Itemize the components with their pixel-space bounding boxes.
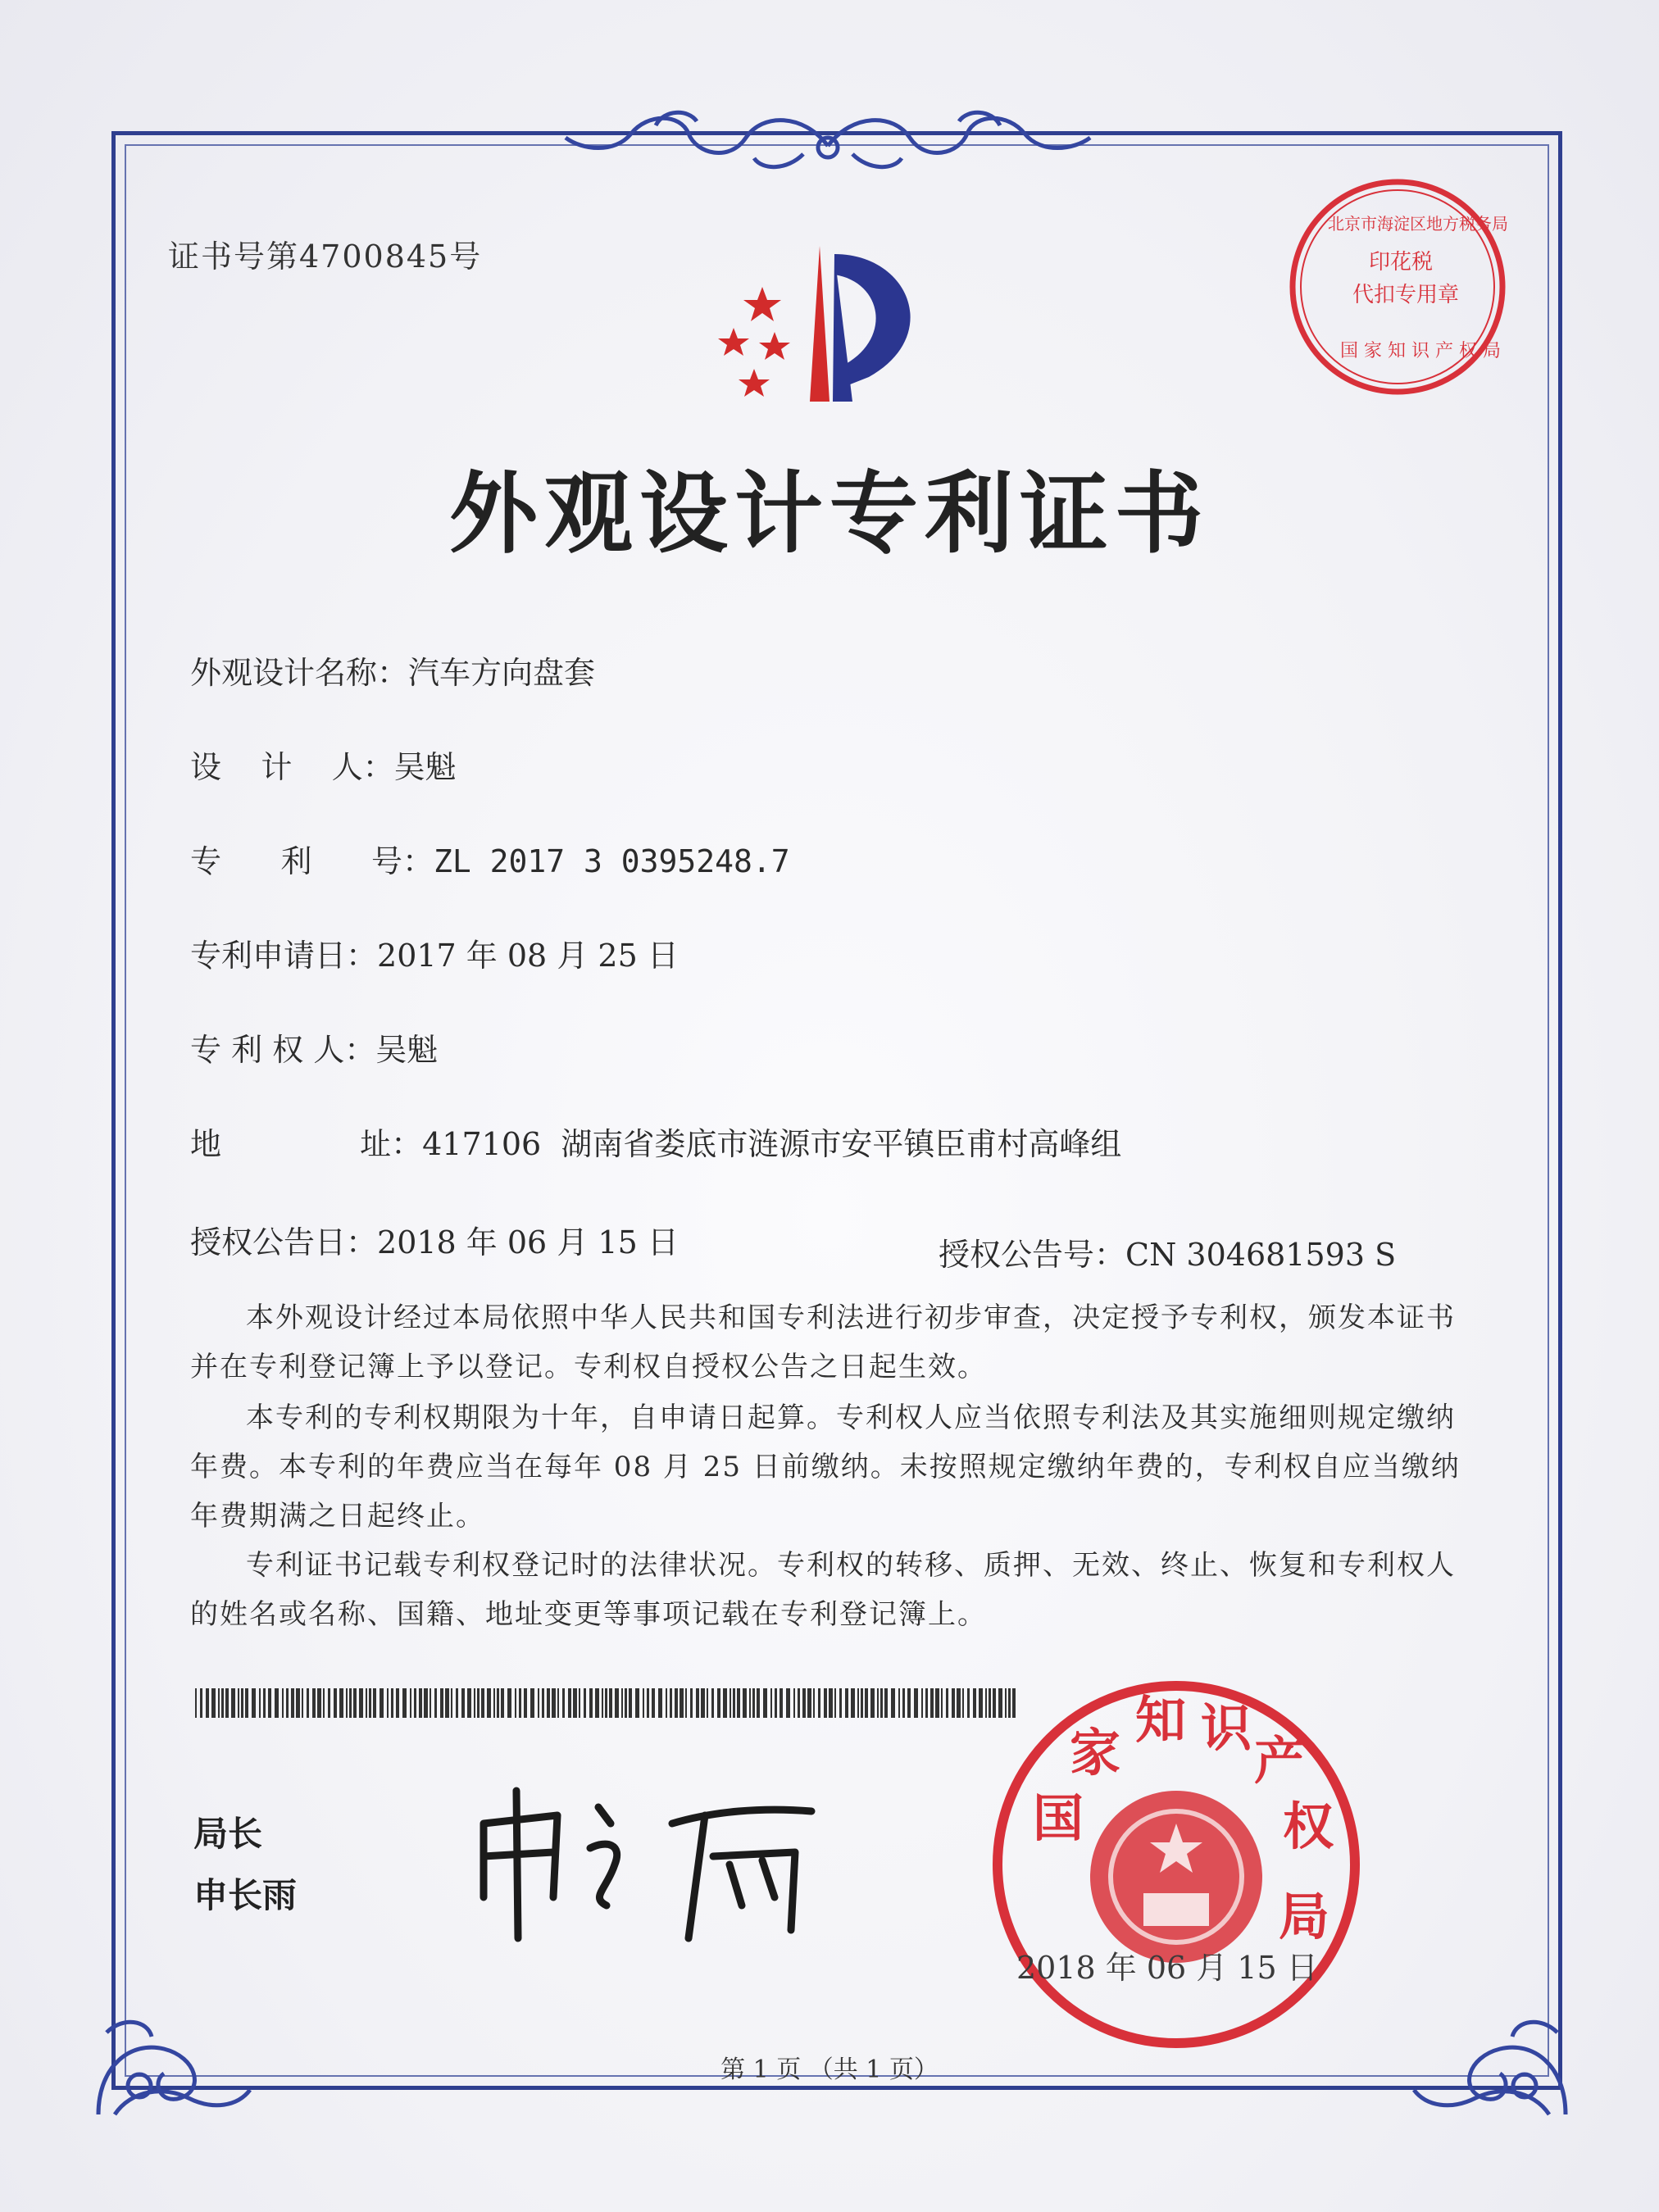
barcode-bar: [780, 1688, 783, 1718]
field-value: 吴魁: [375, 1032, 439, 1068]
field-designer: [190, 742, 457, 787]
barcode-bar: [573, 1688, 577, 1718]
field-value: 2018 年 06 月 15 日: [377, 1224, 679, 1260]
barcode-bar: [211, 1688, 216, 1718]
field-patent-number: [190, 836, 790, 881]
barcode-bar: [701, 1688, 705, 1718]
barcode-bar: [798, 1688, 800, 1718]
seal-date: 2018 年 06 月 15 日: [1016, 1950, 1318, 1986]
barcode-bar: [440, 1688, 443, 1718]
barcode-bar: [930, 1688, 934, 1718]
barcode-bar: [861, 1688, 863, 1718]
barcode-bar: [865, 1688, 868, 1718]
field-label: 外观设计名称：: [190, 655, 409, 691]
barcode-bar: [419, 1688, 422, 1718]
barcode-bar: [829, 1688, 833, 1718]
field-label: 专 利 号：: [190, 843, 434, 879]
barcode-bar: [317, 1688, 321, 1718]
barcode-bar: [733, 1688, 735, 1718]
barcode-bar: [730, 1688, 731, 1718]
barcode-bar: [373, 1688, 376, 1718]
barcode-bar: [643, 1688, 644, 1718]
barcode-bar: [884, 1688, 888, 1718]
field-label: 专 利 权 人：: [190, 1032, 376, 1068]
barcode-bar: [414, 1688, 416, 1718]
barcode-bar: [589, 1688, 593, 1718]
barcode-bar: [635, 1688, 639, 1718]
signer-title: 局长: [193, 1814, 263, 1854]
barcode-bar: [410, 1688, 411, 1718]
barcode-bar: [763, 1688, 767, 1718]
barcode-bar: [467, 1688, 471, 1718]
barcode-bar: [218, 1688, 220, 1718]
barcode-bar: [962, 1688, 964, 1718]
barcode-bar: [685, 1688, 687, 1718]
barcode-bar: [231, 1688, 235, 1718]
barcode-bar: [670, 1688, 672, 1718]
barcode-bar: [818, 1688, 820, 1718]
barcode-bar: [845, 1688, 848, 1718]
barcode-bar: [584, 1688, 586, 1718]
barcode-bar: [200, 1688, 202, 1718]
barcode-bar: [366, 1688, 367, 1718]
barcode-bar: [851, 1688, 855, 1718]
barcode-bar: [519, 1688, 521, 1718]
barcode-bar: [493, 1688, 495, 1718]
field-value: 2017 年 08 月 25 日: [377, 938, 679, 974]
handwritten-signature: [467, 1774, 828, 1946]
barcode-bar: [451, 1688, 452, 1718]
svg-text:家: 家: [1070, 1723, 1121, 1783]
top-ornament: [557, 97, 1098, 179]
barcode-bar: [481, 1688, 484, 1718]
barcode-bar: [195, 1688, 197, 1718]
barcode-bar: [857, 1688, 859, 1718]
barcode-bar: [291, 1688, 294, 1718]
barcode-bar: [501, 1688, 504, 1718]
barcode-bar: [349, 1688, 352, 1718]
barcode-bar: [402, 1688, 407, 1718]
barcode-bar: [802, 1688, 806, 1718]
svg-text:知: 知: [1135, 1690, 1187, 1750]
barcode-bar: [474, 1688, 475, 1718]
barcode-bar: [339, 1688, 343, 1718]
barcode-bar: [312, 1688, 316, 1718]
field-value: 417106 湖南省娄底市涟源市安平镇臣甫村高峰组: [422, 1126, 1122, 1162]
barcode-bar: [957, 1688, 961, 1718]
barcode-bar: [647, 1688, 649, 1718]
barcode-bar: [834, 1688, 836, 1718]
barcode-bar: [396, 1688, 399, 1718]
barcode-bar: [456, 1688, 458, 1718]
barcode-bar: [461, 1688, 465, 1718]
barcode-bar: [717, 1688, 720, 1718]
signer-name: 申长雨: [193, 1875, 298, 1915]
barcode-bar: [680, 1688, 684, 1718]
barcode-bar: [652, 1688, 655, 1718]
barcode-bar: [346, 1688, 348, 1718]
barcode-bar: [391, 1688, 393, 1718]
barcode-bar: [353, 1688, 357, 1718]
official-seal: [984, 1672, 1369, 2057]
barcode-bar: [775, 1688, 777, 1718]
svg-text:代扣专用章: 代扣专用章: [1352, 283, 1460, 307]
barcode-bar: [524, 1688, 527, 1718]
svg-text:北京市海淀区地方税务局: 北京市海淀区地方税务局: [1328, 214, 1508, 234]
barcode-bar: [696, 1688, 699, 1718]
barcode-bar: [690, 1688, 693, 1718]
barcode-bar: [557, 1688, 559, 1718]
svg-text:识: 识: [1201, 1698, 1252, 1758]
barcode-bar: [625, 1688, 627, 1718]
publication-number: [939, 1229, 1396, 1274]
svg-text:产: 产: [1254, 1731, 1306, 1791]
barcode-bar: [807, 1688, 811, 1718]
barcode-bar: [723, 1688, 727, 1718]
barcode-bar: [786, 1688, 790, 1718]
svg-text:国: 国: [1033, 1788, 1084, 1848]
barcode-bar: [711, 1688, 714, 1718]
barcode-bar: [302, 1688, 303, 1718]
field-label: 授权公告日：: [190, 1224, 378, 1260]
patent-office-logo: [697, 238, 959, 426]
barcode-bar: [538, 1688, 539, 1718]
barcode-bar: [907, 1688, 911, 1718]
barcode-bar: [770, 1688, 772, 1718]
page-footer: 第 1 页 （共 1 页）: [720, 2055, 939, 2084]
barcode-bar: [225, 1688, 229, 1718]
barcode-bar: [749, 1688, 751, 1718]
barcode-bar: [880, 1688, 883, 1718]
barcode-bar: [568, 1688, 571, 1718]
barcode-bar: [259, 1688, 261, 1718]
barcode-bar: [430, 1688, 431, 1718]
barcode-bar: [562, 1688, 565, 1718]
svg-text:局: 局: [1279, 1887, 1330, 1946]
barcode-bar: [252, 1688, 256, 1718]
barcode-bar: [615, 1688, 619, 1718]
barcode-bar: [445, 1688, 449, 1718]
barcode-bar: [263, 1688, 266, 1718]
barcode-bar: [268, 1688, 271, 1718]
barcode-bar: [238, 1688, 239, 1718]
barcode-bar: [877, 1688, 879, 1718]
publication-label: 授权公告号：: [939, 1237, 1126, 1273]
barcode-bar: [898, 1688, 900, 1718]
barcode-bar: [579, 1688, 580, 1718]
svg-text:国 家 知 识 产 权 局: 国 家 知 识 产 权 局: [1340, 341, 1501, 361]
barcode-bar: [359, 1688, 363, 1718]
barcode-bar: [609, 1688, 612, 1718]
barcode-bar: [870, 1688, 875, 1718]
barcode-bar: [369, 1688, 371, 1718]
barcode-bar: [334, 1688, 337, 1718]
barcode-bar: [824, 1688, 827, 1718]
field-patentee: [190, 1024, 438, 1070]
barcode: [195, 1688, 1023, 1718]
field-application-date: [190, 930, 679, 975]
field-value: 吴魁: [393, 749, 457, 785]
barcode-bar: [914, 1688, 918, 1718]
barcode-bar: [323, 1688, 325, 1718]
barcode-bar: [629, 1688, 632, 1718]
barcode-bar: [605, 1688, 607, 1718]
barcode-bar: [434, 1688, 437, 1718]
barcode-bar: [813, 1688, 815, 1718]
field-value: ZL 2017 3 0395248.7: [433, 843, 790, 879]
barcode-bar: [666, 1688, 667, 1718]
barcode-bar: [515, 1688, 516, 1718]
barcode-bar: [707, 1688, 708, 1718]
barcode-bar: [891, 1688, 895, 1718]
barcode-bar: [328, 1688, 330, 1718]
barcode-bar: [542, 1688, 544, 1718]
barcode-bar: [552, 1688, 556, 1718]
barcode-bar: [675, 1688, 678, 1718]
svg-text:印花税: 印花税: [1369, 250, 1434, 275]
barcode-bar: [946, 1688, 948, 1718]
barcode-bar: [307, 1688, 309, 1718]
barcode-bar: [902, 1688, 905, 1718]
paragraph-2: 本专利的专利权期限为十年，自申请日起算。专利权人应当依照专利法及其实施细则规定缴纳年费。本专利的年费应当在每年 08 月 25 日前缴纳。未按照规定缴纳年费的，专利权自应当缴纳年费期满之日起终止。: [190, 1401, 1461, 1533]
barcode-bar: [507, 1688, 511, 1718]
barcode-bar: [497, 1688, 499, 1718]
field-label: 地 址：: [190, 1126, 423, 1162]
field-design-name: [190, 647, 595, 693]
barcode-bar: [380, 1688, 384, 1718]
barcode-bar: [487, 1688, 491, 1718]
barcode-bar: [925, 1688, 928, 1718]
tax-stamp: [1283, 172, 1512, 402]
barcode-bar: [737, 1688, 740, 1718]
barcode-bar: [595, 1688, 599, 1718]
barcode-bar: [206, 1688, 209, 1718]
barcode-bar: [935, 1688, 939, 1718]
document-title: 外观设计专利证书: [448, 463, 1210, 565]
barcode-bar: [282, 1688, 284, 1718]
barcode-bar: [793, 1688, 795, 1718]
barcode-bar: [952, 1688, 955, 1718]
barcode-bar: [245, 1688, 248, 1718]
barcode-bar: [241, 1688, 243, 1718]
barcode-bar: [221, 1688, 224, 1718]
barcode-bar: [477, 1688, 480, 1718]
barcode-bar: [658, 1688, 662, 1718]
barcode-bar: [967, 1688, 970, 1718]
paragraph-3: 专利证书记载专利权登记时的法律状况。专利权的转移、质押、无效、终止、恢复和专利权人的姓名或名称、国籍、地址变更等事项记载在专利登记簿上。: [190, 1549, 1456, 1631]
barcode-bar: [547, 1688, 550, 1718]
barcode-bar: [530, 1688, 534, 1718]
barcode-bar: [921, 1688, 923, 1718]
barcode-bar: [275, 1688, 279, 1718]
field-grant-date: [190, 1217, 679, 1262]
barcode-bar: [602, 1688, 603, 1718]
barcode-bar: [979, 1688, 983, 1718]
barcode-bar: [296, 1688, 300, 1718]
field-label: 专利申请日：: [190, 938, 378, 974]
certificate-number: 证书号第4700845号: [168, 238, 483, 275]
publication-value: CN 304681593 S: [1125, 1237, 1397, 1273]
barcode-bar: [743, 1688, 747, 1718]
barcode-bar: [424, 1688, 428, 1718]
barcode-bar: [387, 1688, 389, 1718]
field-value: 汽车方向盘套: [408, 655, 596, 691]
barcode-bar: [757, 1688, 760, 1718]
field-address: [190, 1119, 1121, 1164]
barcode-bar: [286, 1688, 289, 1718]
svg-text:权: 权: [1283, 1796, 1334, 1856]
barcode-bar: [621, 1688, 623, 1718]
field-label: 设 计 人：: [190, 749, 394, 785]
barcode-bar: [752, 1688, 755, 1718]
paragraph-1: 本外观设计经过本局依照中华人民共和国专利法进行初步审查，决定授予专利权，颁发本证书并在专利登记簿上予以登记。专利权自授权公告之日起生效。: [190, 1301, 1456, 1383]
barcode-bar: [839, 1688, 842, 1718]
barcode-bar: [973, 1688, 976, 1718]
barcode-bar: [941, 1688, 943, 1718]
